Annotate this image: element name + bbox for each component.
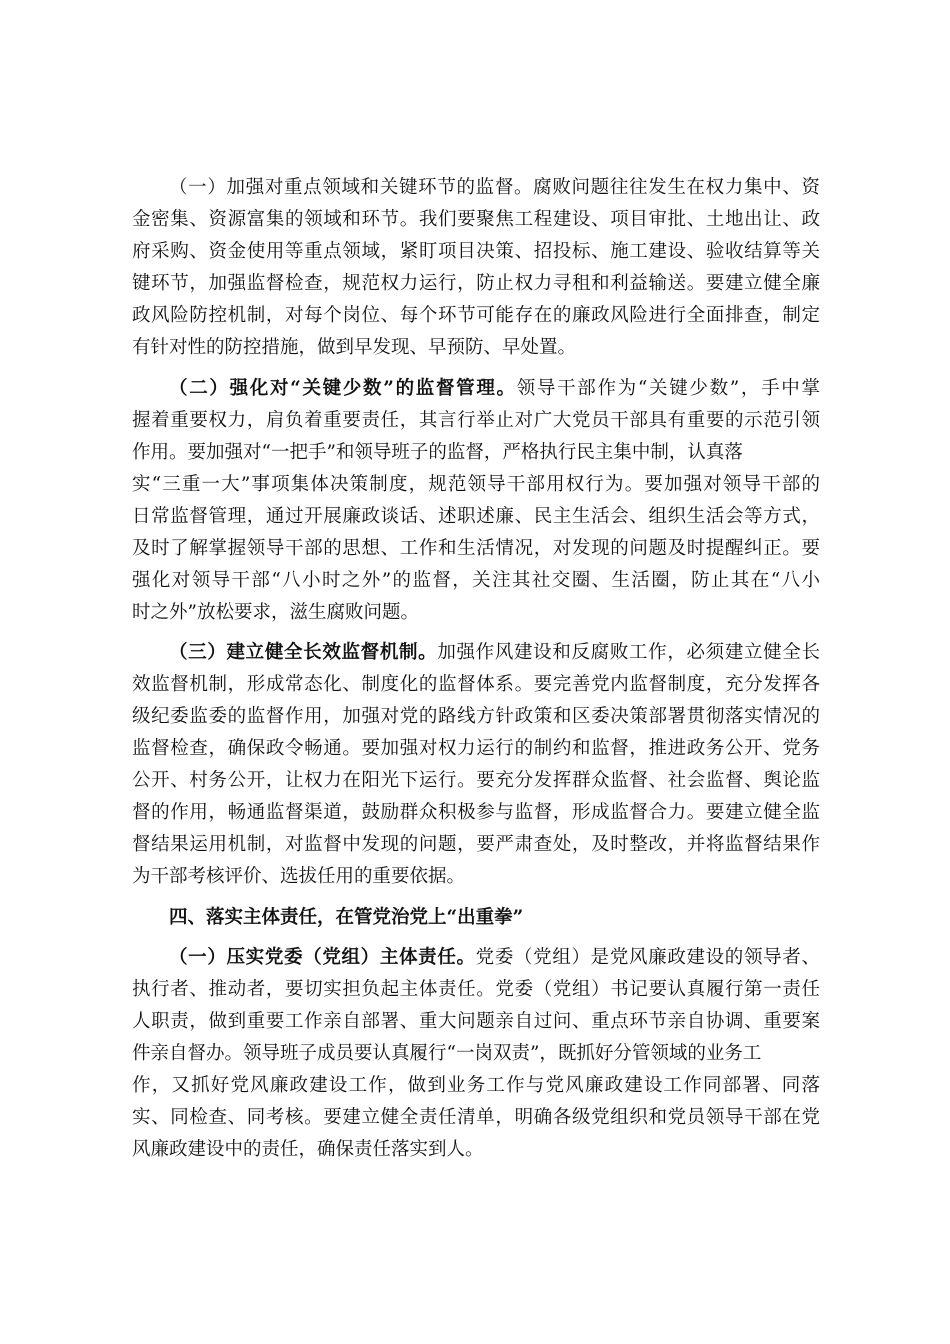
text-line [132, 637, 820, 669]
paragraph-text: 加强作风建设和反腐败工作，必须建立健全长 [437, 642, 820, 663]
text-line: （一）加强对重点领域和关键环节的监督。腐败问题往往发生在权力集中、资 [169, 177, 820, 198]
text-line: 作，又抓好党风廉政建设工作，做到业务工作与党风廉政建设工作同部署、同落 [132, 1075, 820, 1096]
text-line [132, 942, 820, 974]
text-line: 有针对性的防控措施，做到早发现、早预防、早处置。 [132, 337, 577, 358]
paragraph-key-minority-supervision [132, 373, 820, 629]
paragraph-party-committee-responsibility [132, 942, 820, 1166]
text-line: 督结果运用机制，对监督中发现的问题，要严肃查处，及时整改，并将监督结果作 [132, 834, 820, 855]
paragraph-heading: （三）建立健全长效监督机制。 [169, 642, 438, 663]
text-line: 政风险防控机制，对每个岗位、每个环节可能存在的廉政风险进行全面排查，制定 [132, 305, 820, 326]
text-line: 实、同检查、同考核。要建立健全责任清单，明确各级党组织和党员领导干部在党 [132, 1107, 820, 1128]
section-heading-four [132, 902, 820, 934]
text-line: 监督检查，确保政令畅通。要加强对权力运行的制约和监督，推进政务公开、党务 [132, 738, 820, 759]
paragraph-key-areas-supervision [132, 172, 820, 364]
text-line: 强化对领导干部“八小时之外”的监督，关注其社交圈、生活圈，防止其在“八小 [132, 569, 820, 591]
text-line: 实“三重一大”事项集体决策制度，规范领导干部用权行为。要加强对领导干部的 [132, 473, 820, 495]
text-line: 握着重要权力，肩负着重要责任，其言行举止对广大党员干部具有重要的示范引领 [132, 409, 820, 431]
text-line: 键环节，加强监督检查，规范权力运行，防止权力寻租和利益输送。要建立健全廉 [132, 273, 820, 294]
text-line: 及时了解掌握领导干部的思想、工作和生活情况，对发现的问题及时提醒纠正。要 [132, 537, 820, 559]
paragraph-text: 领导干部作为“关键少数”，手中掌 [516, 377, 820, 399]
section-title: 四、落实主体责任，在管党治党上“出重拳” [169, 906, 524, 928]
text-line [132, 373, 820, 405]
text-line: 件亲自督办。领导班子成员要认真履行“一岗双责”，既抓好分管领域的业务工 [132, 1043, 762, 1064]
text-line: 执行者、推动者，要切实担负起主体责任。党委（党组）书记要认真履行第一责任 [132, 979, 820, 1000]
text-line: 公开、村务公开，让权力在阳光下运行。要充分发挥群众监督、社会监督、舆论监 [132, 770, 820, 791]
text-line: 作用。要加强对“一把手”和领导班子的监督，严格执行民主集中制，认真落 [132, 441, 743, 463]
text-line: 人职责，做到重要工作亲自部署、重大问题亲自过问、重点环节亲自协调、重要案 [132, 1011, 820, 1032]
text-line: 时之外”放松要求，滋生腐败问题。 [132, 601, 419, 623]
text-line: 风廉政建设中的责任，确保责任落实到人。 [132, 1139, 484, 1160]
paragraph-text: 党委（党组）是党风廉政建设的领导者、 [475, 947, 820, 968]
document-page [132, 172, 820, 1175]
text-line: 效监督机制，形成常态化、制度化的监督体系。要完善党内监督制度，充分发挥各 [132, 674, 820, 695]
paragraph-heading: （二）强化对“关键少数”的监督管理。 [169, 377, 517, 399]
text-line: 督的作用，畅通监督渠道，鼓励群众积极参与监督，形成监督合力。要建立健全监 [132, 802, 820, 823]
text-line: 为干部考核评价、选拔任用的重要依据。 [132, 866, 466, 887]
paragraph-long-term-mechanism [132, 637, 820, 893]
text-line: 府采购、资金使用等重点领域，紧盯项目决策、招投标、施工建设、验收结算等关 [132, 241, 820, 262]
text-line: 金密集、资源富集的领域和环节。我们要聚焦工程建设、项目审批、土地出让、政 [132, 209, 820, 230]
paragraph-heading: （一）压实党委（党组）主体责任。 [169, 947, 476, 968]
text-line: 日常监督管理，通过开展廉政谈话、述职述廉、民主生活会、组织生活会等方式， [132, 505, 820, 527]
text-line: 级纪委监委的监督作用，加强对党的路线方针政策和区委决策部署贯彻落实情况的 [132, 706, 820, 727]
